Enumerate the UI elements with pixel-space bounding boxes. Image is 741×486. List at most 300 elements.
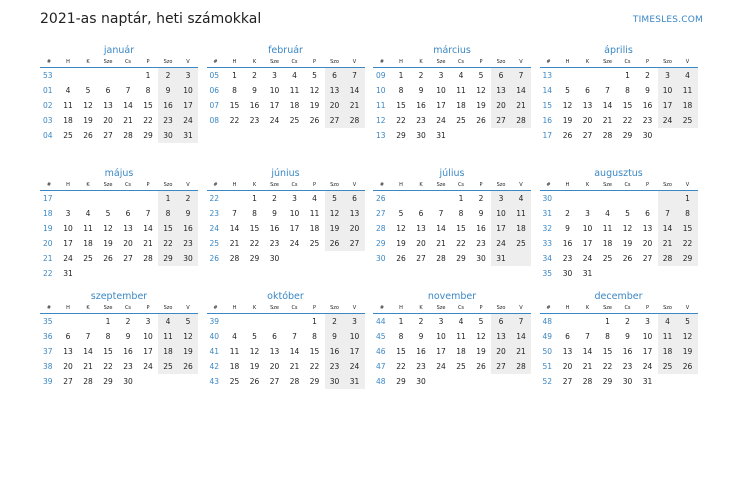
weekday-header: K	[245, 303, 265, 314]
day-cell: 23	[269, 239, 280, 248]
day-cell: 10	[63, 224, 73, 233]
week-row	[207, 113, 365, 128]
week-number: 37	[43, 347, 53, 356]
day-cell: 30	[178, 251, 198, 266]
day-cell: 9	[158, 83, 178, 98]
month-table	[40, 57, 198, 143]
day-cell: 19	[309, 101, 320, 110]
day-cell: 6	[65, 332, 71, 341]
day-cell: 5	[85, 86, 91, 95]
day-cell: 20	[642, 239, 653, 248]
day-cell: 23	[123, 362, 133, 371]
day-cell: 8	[252, 209, 257, 218]
weekday-header: Cs	[118, 180, 138, 191]
weekday-header: P	[471, 303, 491, 314]
day-cell: 9	[178, 206, 198, 221]
weekday-header: K	[78, 303, 98, 314]
month-name: február	[268, 45, 303, 56]
day-cell	[558, 68, 578, 84]
weekday-header: P	[638, 180, 658, 191]
day-cell	[285, 314, 305, 330]
day-cell: 7	[658, 206, 678, 221]
day-cell: 27	[491, 113, 511, 128]
weekday-header: Sze	[598, 57, 618, 68]
week-number: 40	[209, 332, 220, 341]
brand-logo[interactable]: TIMESLES.COM	[632, 15, 703, 25]
week-number: 31	[542, 209, 553, 218]
day-cell: 17	[658, 98, 678, 113]
day-cell: 5	[565, 86, 570, 95]
weekday-header-row	[373, 57, 531, 68]
day-cell: 8	[398, 332, 404, 341]
month-calendar	[373, 44, 531, 143]
weekday-header: K	[411, 303, 431, 314]
day-cell	[225, 191, 245, 207]
day-cell: 18	[309, 224, 320, 233]
day-cell: 20	[63, 362, 73, 371]
week-number: 30	[542, 194, 553, 203]
week-number: 13	[542, 71, 553, 80]
week-number: 22	[209, 194, 220, 203]
day-cell: 14	[511, 83, 531, 98]
week-number: 32	[542, 224, 553, 233]
week-row	[540, 359, 698, 374]
day-cell: 3	[145, 317, 151, 326]
day-cell: 4	[312, 194, 317, 203]
day-cell: 2	[272, 194, 277, 203]
week-row	[207, 344, 365, 359]
month-calendar	[207, 290, 365, 389]
week-number: 05	[209, 71, 220, 80]
week-number: 42	[209, 362, 220, 371]
weekday-header: P	[305, 180, 325, 191]
weekday-header: V	[345, 180, 365, 191]
day-cell: 7	[232, 209, 237, 218]
day-cell: 28	[511, 113, 531, 128]
month-name: április	[604, 45, 633, 56]
week-number: 43	[209, 377, 220, 386]
day-cell: 19	[562, 116, 573, 125]
day-cell: 24	[582, 254, 593, 263]
week-number: 48	[376, 377, 386, 386]
day-cell: 9	[272, 209, 277, 218]
day-cell: 29	[103, 377, 113, 386]
day-cell: 13	[325, 83, 345, 98]
day-cell: 10	[345, 329, 365, 344]
day-cell: 12	[178, 329, 198, 344]
day-cell: 27	[416, 254, 426, 263]
day-cell: 14	[602, 101, 613, 110]
week-number: 25	[209, 239, 220, 248]
day-cell: 18	[602, 239, 613, 248]
week-row	[40, 266, 198, 281]
month-name: július	[439, 168, 465, 179]
day-cell: 26	[178, 359, 198, 374]
day-cell: 12	[476, 332, 486, 341]
week-row	[540, 374, 698, 389]
day-cell: 17	[143, 347, 153, 356]
day-cell: 13	[642, 224, 653, 233]
day-cell: 20	[269, 362, 280, 371]
day-cell: 28	[511, 359, 531, 374]
day-cell	[178, 266, 198, 281]
week-row	[40, 128, 198, 143]
day-cell: 26	[325, 236, 345, 251]
week-row	[540, 68, 698, 84]
day-cell	[658, 266, 678, 281]
day-cell	[678, 128, 698, 143]
day-cell: 2	[158, 68, 178, 84]
weekday-header: Szo	[491, 180, 511, 191]
week-row	[373, 221, 531, 236]
day-cell: 30	[476, 254, 486, 263]
weekday-header: P	[138, 180, 158, 191]
day-cell: 22	[143, 116, 153, 125]
weekday-header: Szo	[491, 57, 511, 68]
day-cell: 24	[289, 239, 300, 248]
weekday-header: Szo	[325, 303, 345, 314]
day-cell: 9	[418, 332, 424, 341]
week-row	[373, 206, 531, 221]
day-cell: 18	[511, 221, 531, 236]
day-cell: 25	[289, 116, 300, 125]
week-number: 07	[209, 101, 220, 110]
month-calendar	[540, 44, 698, 143]
day-cell: 24	[491, 236, 511, 251]
day-cell: 22	[309, 362, 320, 371]
day-cell: 22	[396, 116, 406, 125]
day-cell: 1	[625, 71, 630, 80]
day-cell: 2	[645, 71, 650, 80]
day-cell: 27	[491, 359, 511, 374]
week-number-header: #	[207, 180, 225, 191]
day-cell: 15	[456, 224, 466, 233]
day-cell: 15	[143, 101, 153, 110]
day-cell: 30	[562, 269, 573, 278]
day-cell: 2	[625, 317, 630, 326]
day-cell: 18	[678, 98, 698, 113]
weekday-header: Sze	[431, 303, 451, 314]
weekday-header-row	[373, 180, 531, 191]
day-cell: 25	[602, 254, 613, 263]
day-cell: 22	[158, 236, 178, 251]
day-cell: 5	[398, 209, 404, 218]
weekday-header: Cs	[285, 180, 305, 191]
day-cell: 6	[491, 314, 511, 330]
day-cell: 18	[229, 362, 240, 371]
day-cell	[58, 191, 78, 207]
day-cell: 17	[642, 347, 653, 356]
day-cell: 4	[232, 332, 237, 341]
day-cell: 3	[438, 317, 444, 326]
day-cell: 18	[158, 344, 178, 359]
week-number-header: #	[540, 57, 558, 68]
weekday-header: K	[245, 180, 265, 191]
day-cell: 21	[582, 362, 593, 371]
week-number-header: #	[373, 57, 391, 68]
week-row	[40, 206, 198, 221]
day-cell: 8	[312, 332, 317, 341]
day-cell: 6	[585, 86, 590, 95]
day-cell: 29	[456, 254, 466, 263]
day-cell: 29	[309, 377, 320, 386]
day-cell	[618, 266, 638, 281]
weekday-header: Cs	[618, 303, 638, 314]
day-cell: 31	[345, 374, 365, 389]
day-cell: 5	[312, 71, 317, 80]
week-row	[207, 98, 365, 113]
month-table	[373, 180, 531, 266]
week-number-header: #	[540, 180, 558, 191]
day-cell: 25	[456, 362, 466, 371]
day-cell: 19	[622, 239, 633, 248]
day-cell: 6	[325, 68, 345, 84]
weekday-header: V	[511, 303, 531, 314]
week-number: 14	[542, 86, 553, 95]
week-row	[540, 266, 698, 281]
weekday-header: Szo	[325, 57, 345, 68]
weekday-header: Cs	[451, 303, 471, 314]
day-cell: 4	[605, 209, 610, 218]
weekday-header: Sze	[98, 57, 118, 68]
day-cell: 26	[678, 359, 698, 374]
day-cell: 24	[436, 362, 446, 371]
week-row	[207, 221, 365, 236]
day-cell: 24	[269, 116, 280, 125]
day-cell: 19	[476, 347, 486, 356]
day-cell: 29	[678, 251, 698, 266]
day-cell: 12	[622, 224, 633, 233]
day-cell: 31	[178, 128, 198, 143]
day-cell	[118, 266, 138, 281]
day-cell: 23	[476, 239, 486, 248]
day-cell: 28	[83, 377, 93, 386]
weekday-header: P	[471, 180, 491, 191]
day-cell	[158, 266, 178, 281]
day-cell: 19	[325, 221, 345, 236]
week-number: 49	[542, 332, 553, 341]
day-cell: 20	[491, 98, 511, 113]
day-cell: 26	[476, 116, 486, 125]
day-cell: 27	[562, 377, 573, 386]
day-cell	[511, 374, 531, 389]
day-cell: 22	[678, 236, 698, 251]
day-cell: 31	[436, 131, 446, 140]
day-cell: 3	[345, 314, 365, 330]
weekday-header-row	[207, 303, 365, 314]
day-cell: 7	[345, 68, 365, 84]
weekday-header: P	[305, 303, 325, 314]
day-cell: 21	[143, 239, 153, 248]
month-calendar	[540, 167, 698, 281]
day-cell: 29	[249, 254, 260, 263]
day-cell: 25	[678, 113, 698, 128]
day-cell: 2	[418, 317, 424, 326]
week-number: 11	[376, 101, 386, 110]
day-cell: 9	[645, 86, 650, 95]
day-cell: 26	[396, 254, 406, 263]
week-number: 02	[43, 101, 53, 110]
day-cell	[658, 191, 678, 207]
week-row	[40, 98, 198, 113]
day-cell: 30	[622, 377, 633, 386]
day-cell: 3	[65, 209, 71, 218]
week-row	[40, 329, 198, 344]
month-table	[540, 303, 698, 389]
weekday-header: K	[411, 57, 431, 68]
day-cell: 22	[249, 239, 260, 248]
day-cell: 24	[143, 362, 153, 371]
day-cell: 28	[143, 254, 153, 263]
day-cell: 18	[456, 101, 466, 110]
day-cell: 8	[458, 209, 464, 218]
day-cell: 28	[123, 131, 133, 140]
week-row	[373, 236, 531, 251]
day-cell	[658, 128, 678, 143]
day-cell: 28	[582, 377, 593, 386]
day-cell: 6	[491, 68, 511, 84]
week-row	[40, 251, 198, 266]
day-cell: 7	[605, 86, 610, 95]
day-cell: 16	[178, 221, 198, 236]
week-number: 21	[43, 254, 53, 263]
week-row	[373, 83, 531, 98]
day-cell: 3	[585, 209, 590, 218]
day-cell: 17	[491, 221, 511, 236]
day-cell	[345, 251, 365, 266]
day-cell: 10	[658, 83, 678, 98]
day-cell: 19	[178, 344, 198, 359]
day-cell: 28	[345, 113, 365, 128]
day-cell: 11	[658, 329, 678, 344]
day-cell: 2	[418, 71, 424, 80]
day-cell: 9	[418, 86, 424, 95]
month-calendar	[373, 167, 531, 266]
weekday-header: H	[225, 57, 245, 68]
day-cell: 28	[602, 131, 613, 140]
day-cell: 24	[178, 113, 198, 128]
day-cell: 22	[103, 362, 113, 371]
week-row	[207, 68, 365, 84]
day-cell	[391, 191, 411, 207]
day-cell: 15	[103, 347, 113, 356]
weekday-header-row	[207, 180, 365, 191]
week-row	[373, 128, 531, 143]
day-cell	[58, 68, 78, 84]
month-calendar	[40, 44, 198, 143]
week-row	[207, 251, 365, 266]
weekday-header: Cs	[618, 180, 638, 191]
weekday-header-row	[540, 303, 698, 314]
week-row	[373, 191, 531, 207]
week-row	[540, 314, 698, 330]
day-cell	[451, 128, 471, 143]
day-cell: 18	[456, 347, 466, 356]
day-cell: 26	[103, 254, 113, 263]
day-cell: 19	[103, 239, 113, 248]
day-cell: 1	[312, 317, 317, 326]
week-number: 47	[376, 362, 386, 371]
weekday-header: Cs	[285, 303, 305, 314]
month-name: szeptember	[90, 291, 148, 302]
weekday-header: V	[678, 180, 698, 191]
month-name: október	[267, 291, 304, 302]
day-cell: 5	[625, 209, 630, 218]
day-cell: 14	[289, 347, 300, 356]
day-cell	[58, 314, 78, 330]
day-cell: 17	[63, 239, 73, 248]
day-cell: 11	[456, 332, 466, 341]
day-cell: 6	[645, 209, 650, 218]
day-cell: 8	[678, 206, 698, 221]
day-cell: 11	[229, 347, 240, 356]
week-number: 28	[376, 224, 386, 233]
day-cell: 29	[622, 131, 633, 140]
day-cell: 9	[125, 332, 131, 341]
week-number: 24	[209, 224, 220, 233]
day-cell: 10	[582, 224, 593, 233]
week-row	[40, 113, 198, 128]
week-number: 20	[43, 239, 53, 248]
day-cell: 17	[178, 98, 198, 113]
weekday-header: Sze	[431, 57, 451, 68]
week-number: 23	[209, 209, 220, 218]
weekday-header: V	[178, 57, 198, 68]
month-name: augusztus	[594, 168, 643, 179]
day-cell	[511, 251, 531, 266]
week-number: 44	[376, 317, 386, 326]
day-cell	[578, 191, 598, 207]
week-row	[40, 83, 198, 98]
week-number-header: #	[40, 180, 58, 191]
week-row	[540, 98, 698, 113]
day-cell: 13	[582, 101, 593, 110]
day-cell: 16	[158, 98, 178, 113]
month-name: december	[594, 291, 643, 302]
week-number: 50	[542, 347, 553, 356]
weekday-header-row	[540, 57, 698, 68]
week-number: 27	[376, 209, 386, 218]
weekday-header: V	[178, 180, 198, 191]
day-cell: 7	[511, 314, 531, 330]
day-cell: 6	[418, 209, 424, 218]
day-cell: 27	[123, 254, 133, 263]
day-cell: 11	[83, 224, 93, 233]
weekday-header: Cs	[618, 57, 638, 68]
week-number-header: #	[207, 57, 225, 68]
day-cell: 10	[642, 332, 653, 341]
day-cell: 27	[642, 254, 653, 263]
day-cell: 2	[178, 191, 198, 207]
day-cell: 29	[602, 377, 613, 386]
day-cell	[578, 314, 598, 330]
day-cell: 10	[178, 83, 198, 98]
day-cell: 6	[105, 86, 111, 95]
day-cell: 7	[125, 86, 131, 95]
day-cell: 26	[83, 131, 93, 140]
day-cell: 11	[158, 329, 178, 344]
day-cell: 23	[622, 362, 633, 371]
day-cell: 16	[416, 347, 426, 356]
week-row	[207, 83, 365, 98]
day-cell: 27	[325, 113, 345, 128]
week-row	[40, 314, 198, 330]
day-cell: 3	[658, 68, 678, 84]
week-number: 45	[376, 332, 386, 341]
day-cell: 1	[145, 71, 151, 80]
day-cell: 23	[249, 116, 260, 125]
weekday-header: K	[78, 180, 98, 191]
